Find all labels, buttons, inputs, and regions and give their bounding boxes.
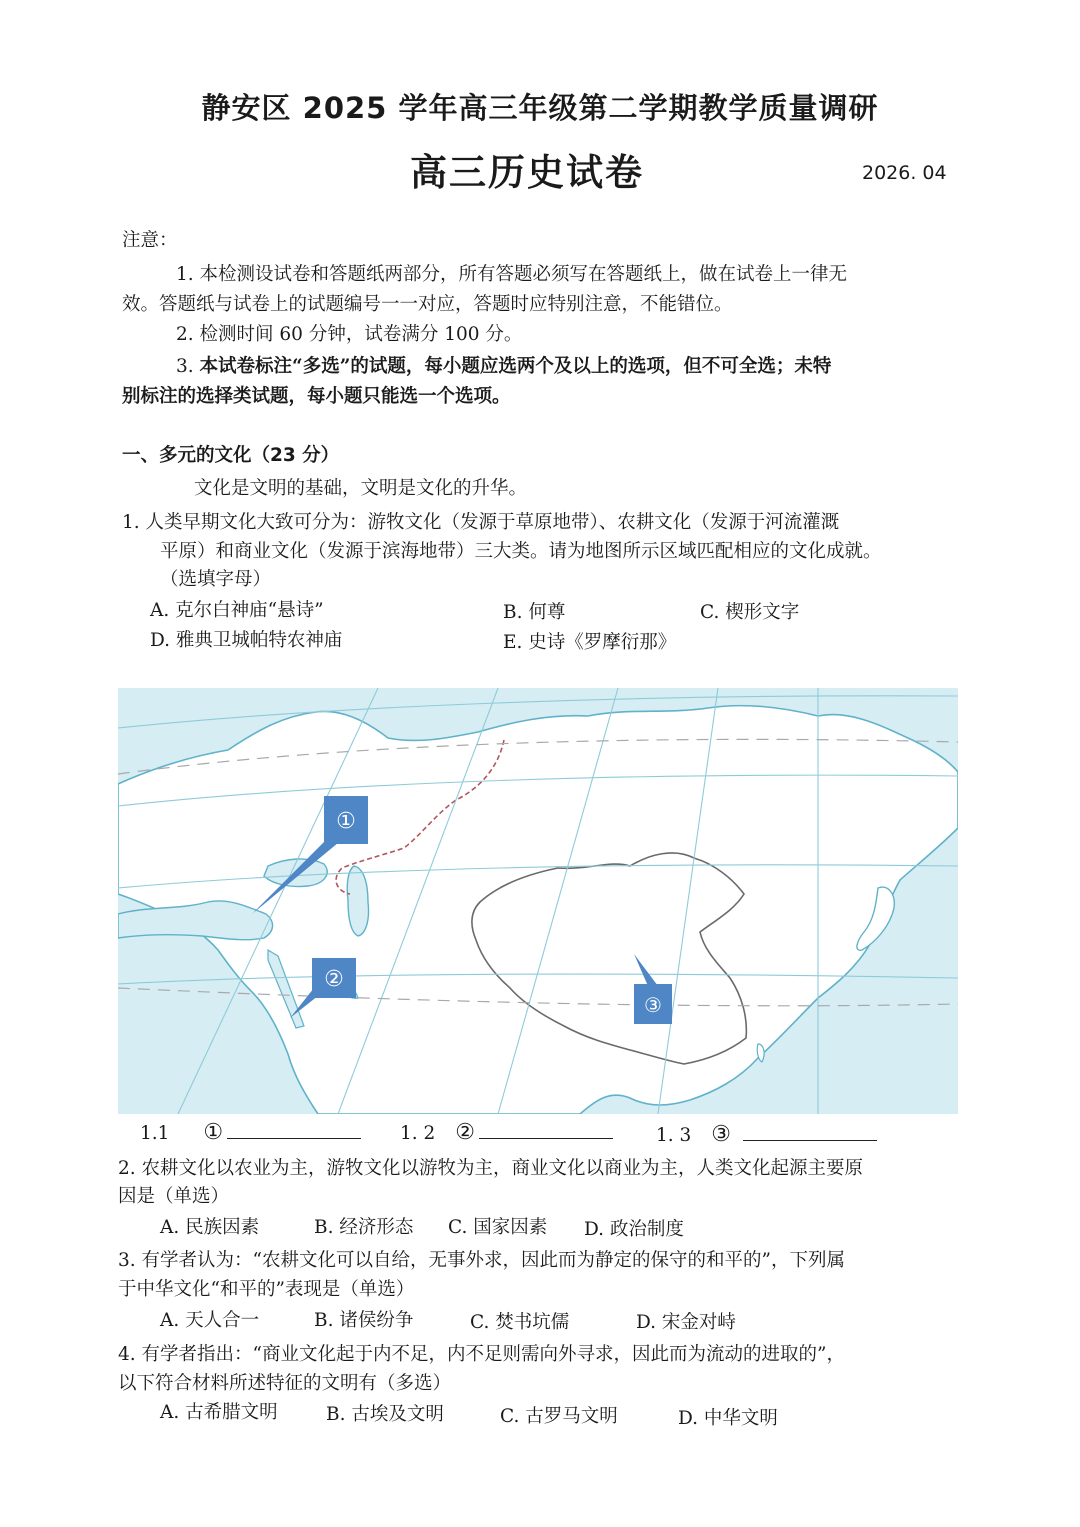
question-3-line-2: 于中华文化“和平的”表现是（单选） [118, 1279, 415, 1300]
question-3-option-a: A. 天人合一 [160, 1310, 260, 1331]
question-4-line-1: 4. 有学者指出：“商业文化起于内不足，内不足则需向外寻求，因此而为流动的进取的”， [118, 1344, 845, 1365]
answer-1-3-marker: ③ [711, 1122, 731, 1147]
marker-3-label: ③ [644, 993, 662, 1017]
notice-label: 注意： [122, 230, 178, 251]
question-4-line-2: 以下符合材料所述特征的文明有（多选） [118, 1373, 452, 1394]
exam-subject-title: 高三历史试卷 [410, 151, 644, 194]
question-4-option-c: C. 古罗马文明 [500, 1406, 618, 1427]
answer-1-3-number: 1. 3 [656, 1125, 692, 1146]
answer-1-1-marker: ① [203, 1120, 224, 1145]
answer-row-1-1 [140, 1120, 361, 1145]
question-1-line-2: 平原）和商业文化（发源于滨海地带）三大类。请为地图所示区域匹配相应的文化成就。 [160, 541, 882, 562]
answer-row-1-3 [656, 1122, 877, 1147]
answer-row-1-2 [400, 1120, 613, 1145]
eurasia-map [118, 688, 958, 1114]
question-2-line-1: 2. 农耕文化以农业为主，游牧文化以游牧为主，商业文化以商业为主，人类文化起源主要原 [118, 1158, 864, 1179]
question-1-line-1: 1. 人类早期文化大致可分为：游牧文化（发源于草原地带）、农耕文化（发源于河流灌溉 [122, 512, 840, 533]
question-1-option-b: B. 何尊 [503, 602, 566, 623]
exam-header-title: 静安区 2025 学年高三年级第二学期教学质量调研 [201, 91, 879, 125]
answer-1-2-blank[interactable] [479, 1120, 613, 1139]
notice-item-2: 2. 检测时间 60 分钟，试卷满分 100 分。 [176, 324, 523, 345]
section-1-intro: 文化是文明的基础，文明是文化的升华。 [194, 478, 528, 499]
question-2-line-2: 因是（单选） [118, 1186, 230, 1207]
question-4-option-a: A. 古希腊文明 [160, 1402, 278, 1423]
notice-item-3-text: 本试卷标注“多选”的试题，每小题应选两个及以上的选项，但不可全选；未特 [199, 356, 832, 377]
question-1-line-3: （选填字母） [160, 569, 272, 590]
answer-1-2-marker: ② [455, 1120, 475, 1145]
question-1-option-c: C. 楔形文字 [700, 602, 800, 623]
notice-item-3-number: 3. [176, 356, 200, 377]
answer-1-1-blank[interactable] [227, 1120, 361, 1139]
question-1-option-d: D. 雅典卫城帕特农神庙 [150, 630, 343, 651]
answer-1-1-number: 1.1 [140, 1123, 170, 1144]
question-2-option-b: B. 经济形态 [314, 1217, 414, 1238]
marker-1-label: ① [336, 809, 356, 834]
question-2-option-d: D. 政治制度 [584, 1219, 684, 1240]
answer-1-3-blank[interactable] [743, 1122, 877, 1141]
notice-item-3-line-2: 别标注的选择类试题，每小题只能选一个选项。 [122, 386, 511, 407]
marker-2-label: ② [324, 967, 344, 992]
question-4-option-d: D. 中华文明 [678, 1408, 778, 1429]
question-3-option-b: B. 诸侯纷争 [314, 1310, 414, 1331]
notice-item-1-line-1: 1. 本检测设试卷和答题纸两部分，所有答题必须写在答题纸上，做在试卷上一律无 [176, 264, 848, 285]
question-4-option-b: B. 古埃及文明 [326, 1404, 444, 1425]
section-1-title: 一、多元的文化（23 分） [122, 445, 340, 466]
question-1-option-e: E. 史诗《罗摩衍那》 [503, 632, 677, 653]
question-3-option-c: C. 焚书坑儒 [470, 1312, 570, 1333]
answer-1-2-number: 1. 2 [400, 1123, 436, 1144]
question-3-line-1: 3. 有学者认为：“农耕文化可以自给，无事外求，因此而为静定的保守的和平的”，下列属 [118, 1250, 845, 1271]
question-2-option-c: C. 国家因素 [448, 1217, 548, 1238]
question-2-option-a: A. 民族因素 [160, 1217, 260, 1238]
exam-date: 2026. 04 [862, 162, 947, 184]
question-3-option-d: D. 宋金对峙 [636, 1312, 736, 1333]
notice-item-1-line-2: 效。答题纸与试卷上的试题编号一一对应，答题时应特别注意，不能错位。 [122, 294, 733, 315]
notice-item-3-line-1 [176, 352, 831, 378]
question-1-option-a: A. 克尔白神庙“悬诗” [150, 600, 324, 621]
